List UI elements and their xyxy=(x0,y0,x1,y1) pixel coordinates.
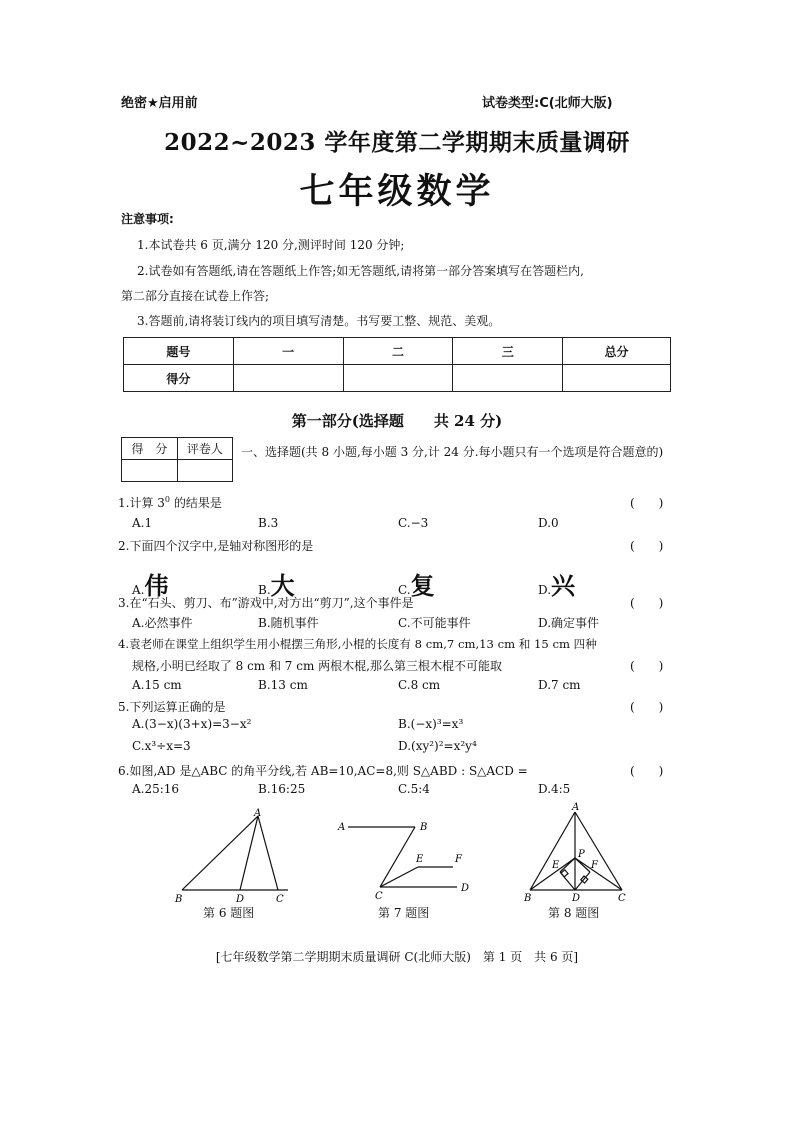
figure-6 xyxy=(170,808,290,908)
grader-box-grader-cell[interactable] xyxy=(177,460,232,482)
score-input-cell[interactable] xyxy=(453,365,563,392)
question-4-stem-line2: 规格,小明已经取了 8 cm 和 7 cm 两根木棍,那么第三根木棍不可能取 xyxy=(132,659,502,673)
fig7-label: B xyxy=(420,822,428,833)
fig7-label: D xyxy=(461,883,470,894)
q6-option-d: D.4:5 xyxy=(538,782,571,796)
fig7-label: F xyxy=(455,854,462,865)
fig6-side-ac xyxy=(258,816,278,890)
q1-option-b: B.3 xyxy=(258,516,279,530)
score-input-cell[interactable] xyxy=(233,365,343,392)
fig8-side-ab xyxy=(530,812,575,890)
question-2-stem: 2.下面四个汉字中,是轴对称图形的是 xyxy=(118,539,314,553)
q6-option-b: B.16:25 xyxy=(258,782,306,796)
score-cell: 三 xyxy=(453,338,563,365)
question-4-stem-line1: 4.袁老师在课堂上组织学生用小棍摆三角形,小棍的长度有 8 cm,7 cm,13 cm 和 15 cm 四种 xyxy=(118,637,597,651)
grader-box xyxy=(121,437,233,482)
fig6-label: A xyxy=(254,808,262,819)
fig8-label: F xyxy=(591,860,598,871)
fig8-label: P xyxy=(578,849,585,860)
score-cell: 得分 xyxy=(124,365,234,392)
fig8-label: D xyxy=(572,893,581,904)
figure-6-caption: 第 6 题图 xyxy=(203,906,255,920)
score-table-score-row xyxy=(124,365,671,392)
fig8-label: A xyxy=(572,802,580,813)
grader-box-grader-label: 评卷人 xyxy=(177,438,232,460)
q2-option-a: A.伟 xyxy=(132,572,169,600)
q5-option-b: B.(−x)³=x³ xyxy=(398,717,464,731)
q3-option-c: C.不可能事件 xyxy=(398,616,471,630)
q4-option-d: D.7 cm xyxy=(538,678,581,692)
figure-8-caption: 第 8 题图 xyxy=(548,906,600,920)
q1-option-a: A.1 xyxy=(132,516,153,530)
fig6-label: B xyxy=(175,894,183,905)
fig8-line-pe xyxy=(560,858,575,872)
note-2: 2.试卷如有答题纸,请在答题纸上作答;如无答题纸,请将第一部分答案填写在答题栏内, xyxy=(137,264,584,278)
score-cell: 总分 xyxy=(563,338,671,365)
q6-option-a: A.25:16 xyxy=(132,782,180,796)
fig6-bisector-ad xyxy=(240,816,258,890)
score-cell: 一 xyxy=(233,338,343,365)
grader-box-score-label: 得 分 xyxy=(122,438,178,460)
q1-option-c: C.−3 xyxy=(398,516,429,530)
q5-option-d: D.(xy²)²=x²y⁴ xyxy=(398,739,477,753)
q4-option-a: A.15 cm xyxy=(132,678,182,692)
q2-option-b: B.大 xyxy=(258,572,295,600)
figure-7-caption: 第 7 题图 xyxy=(378,906,430,920)
figure-8 xyxy=(520,800,630,906)
notes-heading: 注意事项: xyxy=(121,212,174,226)
answer-bracket[interactable]: ( ) xyxy=(630,539,664,553)
fig6-label: C xyxy=(276,894,284,905)
question-1-stem: 1.计算 $3^0$ 的结果是 xyxy=(118,495,222,510)
score-cell: 二 xyxy=(343,338,453,365)
answer-bracket[interactable]: ( ) xyxy=(630,659,664,673)
question-6-stem: 6.如图,AD 是△ABC 的角平分线,若 AB=10,AC=8,则 S△ABD : S△ACD = xyxy=(118,764,528,778)
question-3-stem: 3.在“石头、剪刀、布”游戏中,对方出“剪刀”,这个事件是 xyxy=(118,596,414,610)
fig8-label: B xyxy=(524,893,532,904)
score-table-header-row xyxy=(124,338,671,365)
fig7-label: C xyxy=(375,891,383,900)
q2-option-c: C.复 xyxy=(398,572,435,600)
answer-bracket[interactable]: ( ) xyxy=(630,496,664,510)
q1-option-d: D.0 xyxy=(538,516,559,530)
answer-bracket[interactable]: ( ) xyxy=(630,700,664,714)
score-table xyxy=(123,337,671,392)
fig8-label: E xyxy=(552,860,560,871)
figure-7 xyxy=(335,815,475,900)
paper-type-label: 试卷类型:C(北师大版) xyxy=(482,96,613,111)
page-footer: [七年级数学第二学期期末质量调研 C(北师大版) 第 1 页 共 6 页] xyxy=(215,950,579,964)
q2-option-d: D.兴 xyxy=(538,572,576,600)
score-cell: 题号 xyxy=(124,338,234,365)
answer-bracket[interactable]: ( ) xyxy=(630,596,664,610)
fig8-line-pf xyxy=(575,858,590,872)
exam-title: 2022~2023 学年度第二学期期末质量调研 xyxy=(164,129,630,156)
q5-option-a: A.(3−x)(3+x)=3−x² xyxy=(132,717,252,731)
q6-option-c: C.5:4 xyxy=(398,782,430,796)
fig7-label: E xyxy=(416,854,424,865)
note-2-cont: 第二部分直接在试卷上作答; xyxy=(121,289,270,303)
q3-option-b: B.随机事件 xyxy=(258,616,319,630)
question-5-stem: 5.下列运算正确的是 xyxy=(118,700,226,714)
q4-option-b: B.13 cm xyxy=(258,678,308,692)
q3-option-a: A.必然事件 xyxy=(132,616,193,630)
exam-subject: 七年级数学 xyxy=(299,172,495,212)
note-3: 3.答题前,请将装订线内的项目填写清楚。书写要工整、规范、美观。 xyxy=(137,314,501,328)
q3-option-d: D.确定事件 xyxy=(538,616,600,630)
score-input-cell[interactable] xyxy=(343,365,453,392)
fig6-side-ab xyxy=(182,816,258,890)
fig8-line-cp xyxy=(575,858,622,890)
fig8-label: C xyxy=(618,893,626,904)
fig6-label: D xyxy=(236,894,245,905)
section1-intro: 一、选择题(共 8 小题,每小题 3 分,计 24 分.每小题只有一个选项是符合题意的) xyxy=(241,445,664,459)
fig7-label: A xyxy=(338,822,346,833)
grader-box-score-cell[interactable] xyxy=(122,460,178,482)
q4-option-c: C.8 cm xyxy=(398,678,441,692)
part1-title: 第一部分(选择题 共 24 分) xyxy=(291,412,503,430)
answer-bracket[interactable]: ( ) xyxy=(630,764,664,778)
confidential-label: 绝密★启用前 xyxy=(121,96,198,111)
score-input-cell[interactable] xyxy=(563,365,671,392)
q5-option-c: C.x³÷x=3 xyxy=(132,739,191,753)
note-1: 1.本试卷共 6 页,满分 120 分,测评时间 120 分钟; xyxy=(137,238,405,252)
